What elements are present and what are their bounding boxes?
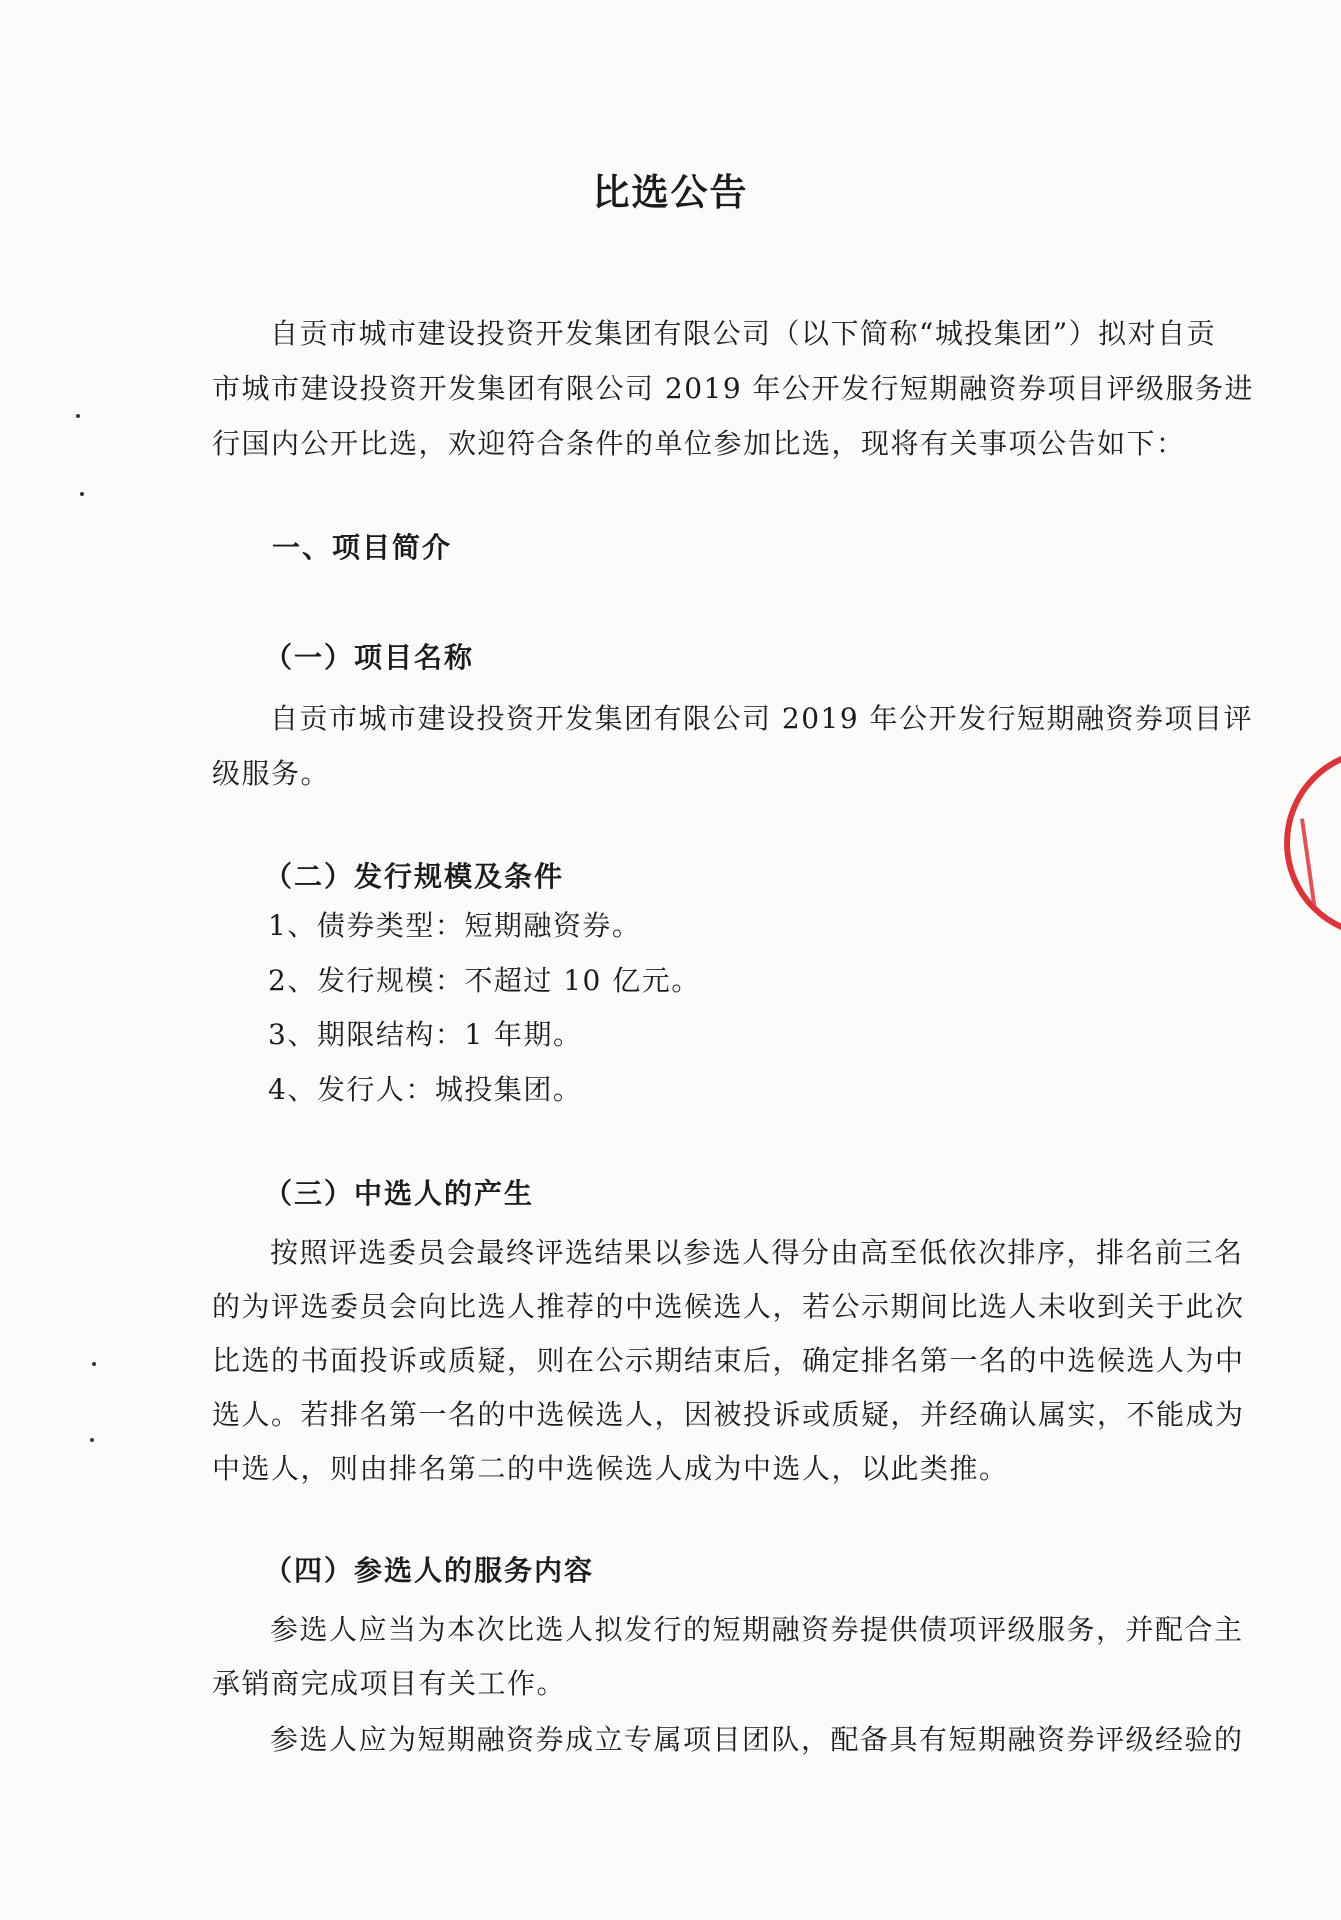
scan-speck [80,492,84,496]
scan-speck [76,414,80,418]
subheading-issuance: （二）发行规模及条件 [264,860,565,893]
issuance-item-1: 1、债券类型：短期融资券。 [268,909,642,942]
issuance-item-2: 2、发行规模：不超过 10 亿元。 [268,964,701,997]
subheading-project-name: （一）项目名称 [264,641,475,674]
intro-line-1: 自贡市城市建设投资开发集团有限公司（以下简称“城投集团”）拟对自贡 [270,317,1217,350]
subheading-selection: （三）中选人的产生 [264,1177,535,1210]
selection-line-2: 的为评选委员会向比选人推荐的中选候选人，若公示期间比选人未收到关于此次 [212,1290,1245,1323]
intro-line-2: 市城市建设投资开发集团有限公司 2019 年公开发行短期融资券项目评级服务进 [212,372,1255,405]
service-line-2: 承销商完成项目有关工作。 [212,1667,567,1700]
selection-line-4: 选人。若排名第一名的中选候选人，因被投诉或质疑，并经确认属实，不能成为 [212,1398,1245,1431]
service-line-3: 参选人应为短期融资券成立专属项目团队，配备具有短期融资券评级经验的 [270,1723,1244,1756]
section-heading-project-intro: 一、项目简介 [272,531,453,564]
service-line-1: 参选人应当为本次比选人拟发行的短期融资券提供债项评级服务，并配合主 [270,1613,1244,1646]
scan-speck [92,1362,96,1366]
seal-mark [1300,810,1341,908]
issuance-item-3: 3、期限结构：1 年期。 [268,1018,583,1051]
project-name-line-1: 自贡市城市建设投资开发集团有限公司 2019 年公开发行短期融资券项目评 [270,702,1254,735]
scan-speck [90,1438,94,1442]
selection-line-1: 按照评选委员会最终评选结果以参选人得分由高至低依次排序，排名前三名 [270,1236,1244,1269]
intro-line-3: 行国内公开比选，欢迎符合条件的单位参加比选，现将有关事项公告如下： [212,427,1186,460]
project-name-line-2: 级服务。 [212,757,331,790]
subheading-service: （四）参选人的服务内容 [264,1554,595,1587]
selection-line-5: 中选人，则由排名第二的中选候选人成为中选人，以此类推。 [212,1452,1009,1485]
page-title: 比选公告 [592,170,749,214]
issuance-item-4: 4、发行人：城投集团。 [268,1073,583,1106]
official-seal-stamp [1284,748,1341,938]
selection-line-3: 比选的书面投诉或质疑，则在公示期结束后，确定排名第一名的中选候选人为中 [212,1344,1245,1377]
